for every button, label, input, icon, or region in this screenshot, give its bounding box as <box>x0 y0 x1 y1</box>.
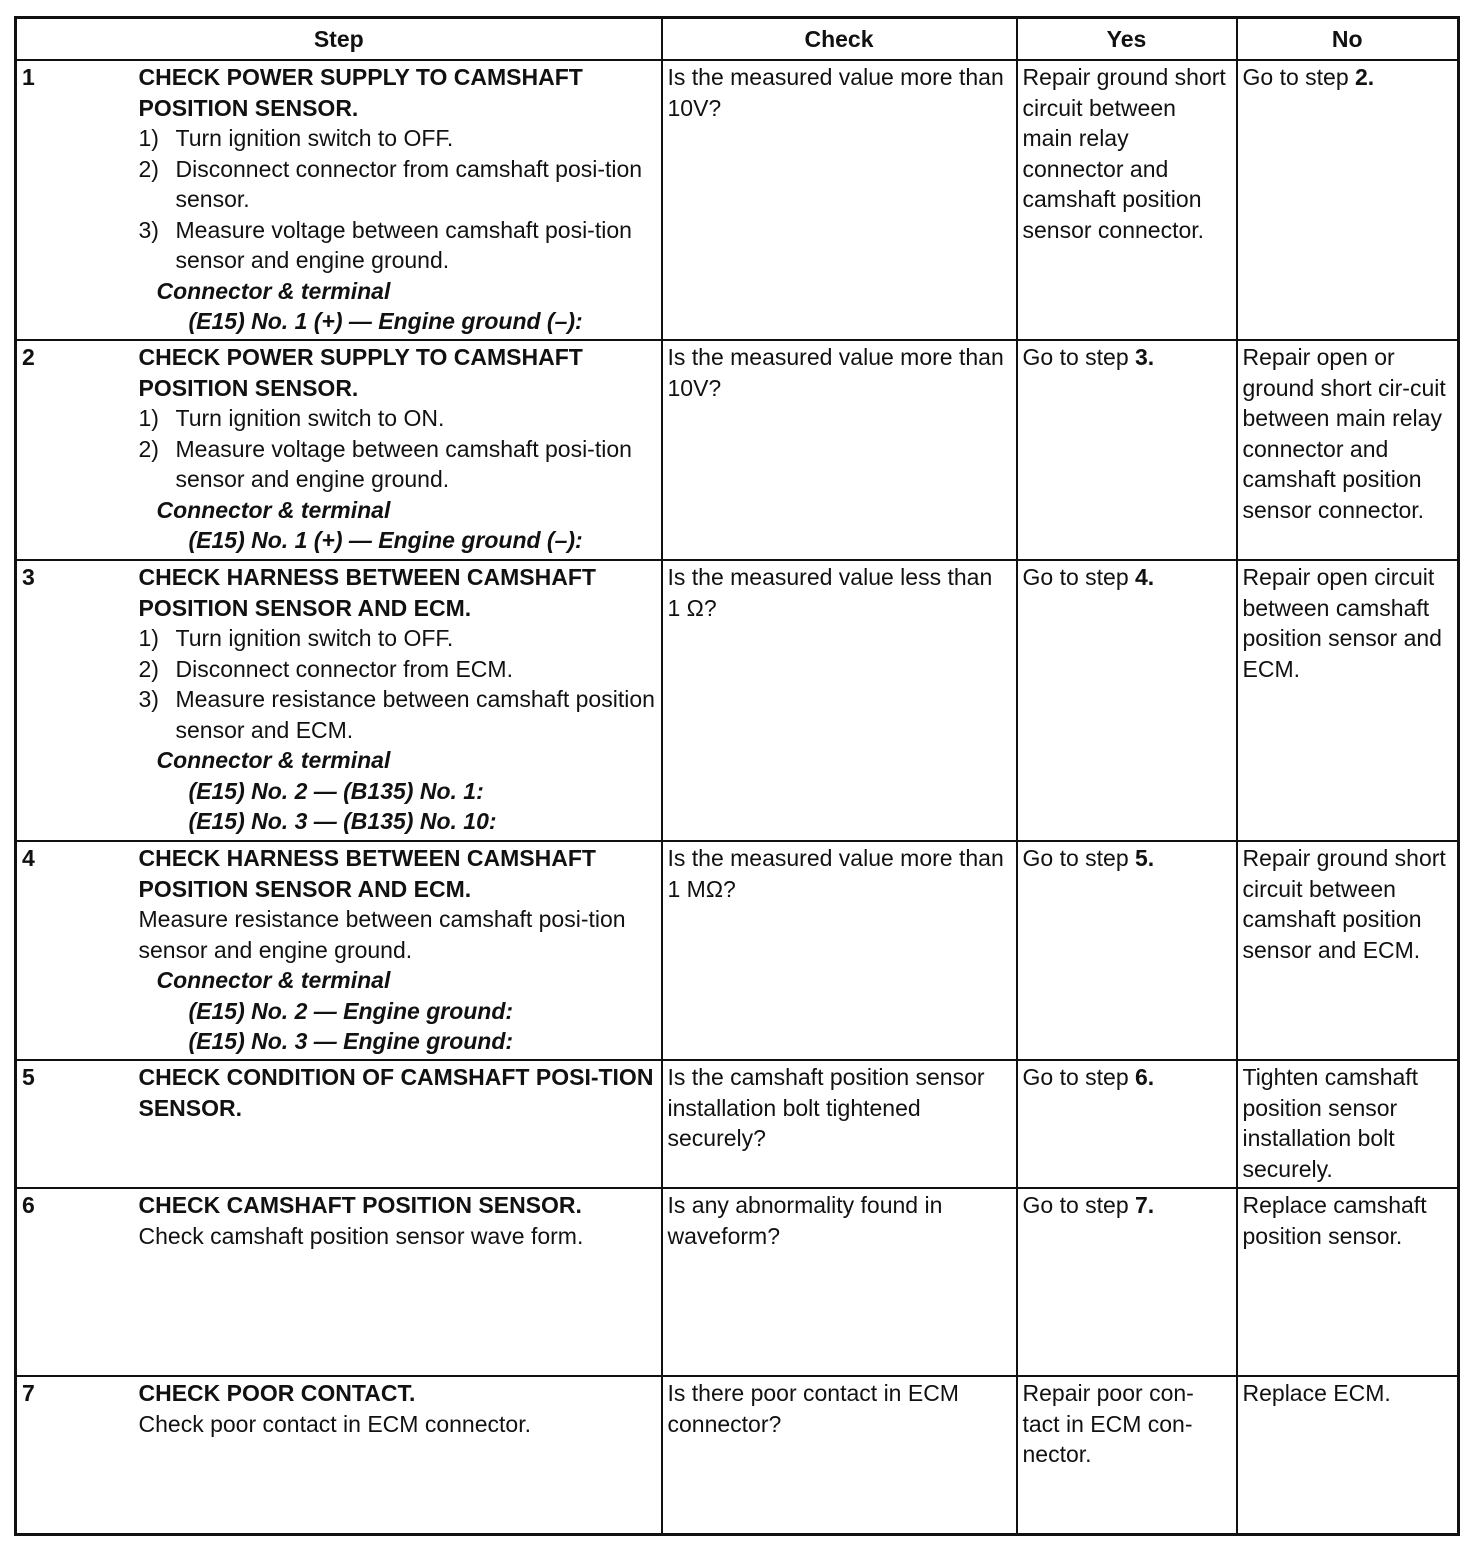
step-item: 1) Turn ignition switch to OFF. <box>138 125 454 151</box>
step-number: 6 <box>16 1188 134 1376</box>
terminal-spec: (E15) No. 3 — (B135) No. 10: <box>188 808 497 834</box>
connector-label: Connector & terminal <box>156 747 391 773</box>
step-title: CHECK HARNESS BETWEEN CAMSHAFT POSITION SENSOR AND ECM. <box>138 564 596 621</box>
check-cell: Is the measured value less than 1 Ω? <box>662 560 1017 841</box>
step-number: 3 <box>16 560 134 841</box>
yes-cell: Go to step 6. <box>1017 1060 1237 1188</box>
check-cell: Is there poor contact in ECM connector? <box>662 1376 1017 1534</box>
step-cell <box>134 1188 662 1376</box>
no-cell: Replace ECM. <box>1237 1376 1459 1534</box>
diagnostic-table <box>14 16 1460 1536</box>
table-row <box>16 841 1459 1060</box>
step-number: 2 <box>16 340 134 560</box>
step-item: 1) Turn ignition switch to OFF. <box>138 625 454 651</box>
step-ref: 2. <box>1355 64 1375 90</box>
step-cell <box>134 841 662 1060</box>
header-no: No <box>1237 18 1459 61</box>
table-row <box>16 1060 1459 1188</box>
step-cell <box>134 1376 662 1534</box>
step-item: 3) Measure resistance between camshaft position sensor and ECM. <box>138 686 655 743</box>
header-row <box>16 18 1459 61</box>
step-ref: 6. <box>1135 1064 1155 1090</box>
check-cell: Is the camshaft position sensor installation bolt tightened securely? <box>662 1060 1017 1188</box>
step-number: 1 <box>16 60 134 340</box>
step-cell <box>134 340 662 560</box>
step-ref: 4. <box>1135 564 1155 590</box>
terminal-spec: (E15) No. 1 (+) — Engine ground (–): <box>188 527 583 553</box>
step-item: 3) Measure voltage between camshaft posi-tion sensor and engine ground. <box>138 216 632 273</box>
check-cell: Is any abnormality found in waveform? <box>662 1188 1017 1376</box>
table-row <box>16 1188 1459 1376</box>
step-title: CHECK POWER SUPPLY TO CAMSHAFT POSITION SENSOR. <box>138 344 583 401</box>
yes-cell: Repair ground short circuit between main relay connector and camshaft position sensor connector. <box>1017 60 1237 340</box>
step-ref: 7. <box>1135 1192 1155 1218</box>
table-row <box>16 560 1459 841</box>
step-item: 2) Disconnect connector from camshaft posi-tion sensor. <box>138 155 643 212</box>
table-row <box>16 60 1459 340</box>
no-cell: Repair open circuit between camshaft position sensor and ECM. <box>1237 560 1459 841</box>
step-ref: 3. <box>1135 344 1155 370</box>
connector-label: Connector & terminal <box>156 277 391 304</box>
table-row <box>16 1376 1459 1534</box>
step-item: 2) Disconnect connector from ECM. <box>138 655 513 682</box>
connector-label: Connector & terminal <box>156 496 391 523</box>
header-yes: Yes <box>1017 18 1237 61</box>
step-body: Check poor contact in ECM connector. <box>138 1410 531 1437</box>
step-body: Measure resistance between camshaft posi-tion sensor and engine ground. <box>138 906 626 963</box>
check-cell: Is the measured value more than 1 MΩ? <box>662 841 1017 1060</box>
step-title: CHECK HARNESS BETWEEN CAMSHAFT POSITION SENSOR AND ECM. <box>138 845 596 902</box>
step-body: Check camshaft position sensor wave form. <box>138 1222 584 1249</box>
header-step: Step <box>16 18 662 61</box>
check-cell: Is the measured value more than 10V? <box>662 60 1017 340</box>
step-cell <box>134 560 662 841</box>
step-title: CHECK CAMSHAFT POSITION SENSOR. <box>138 1192 582 1218</box>
step-title: CHECK CONDITION OF CAMSHAFT POSI-TION SENSOR. <box>138 1064 654 1121</box>
step-cell <box>134 60 662 340</box>
yes-cell: Repair poor con-tact in ECM con-nector. <box>1017 1376 1237 1534</box>
terminal-spec: (E15) No. 2 — Engine ground: <box>188 997 514 1024</box>
step-title: CHECK POWER SUPPLY TO CAMSHAFT POSITION SENSOR. <box>138 64 583 121</box>
header-check: Check <box>662 18 1017 61</box>
no-cell: Tighten camshaft position sensor installation bolt securely. <box>1237 1060 1459 1188</box>
no-cell: Replace camshaft position sensor. <box>1237 1188 1459 1376</box>
terminal-spec: (E15) No. 2 — (B135) No. 1: <box>188 777 484 804</box>
check-cell: Is the measured value more than 10V? <box>662 340 1017 560</box>
step-number: 5 <box>16 1060 134 1188</box>
yes-cell: Go to step 7. <box>1017 1188 1237 1376</box>
yes-cell: Go to step 4. <box>1017 560 1237 841</box>
table-row <box>16 340 1459 560</box>
step-title: CHECK POOR CONTACT. <box>138 1380 416 1406</box>
step-number: 4 <box>16 841 134 1060</box>
step-cell <box>134 1060 662 1188</box>
yes-cell: Go to step 3. <box>1017 340 1237 560</box>
no-cell: Repair ground short circuit between camshaft position sensor and ECM. <box>1237 841 1459 1060</box>
step-item: 1) Turn ignition switch to ON. <box>138 405 445 431</box>
no-cell: Go to step 2. <box>1237 60 1459 340</box>
yes-cell: Go to step 5. <box>1017 841 1237 1060</box>
step-item: 2) Measure voltage between camshaft posi-tion sensor and engine ground. <box>138 435 632 492</box>
terminal-spec: (E15) No. 1 (+) — Engine ground (–): <box>188 308 583 334</box>
connector-label: Connector & terminal <box>156 967 391 993</box>
step-number: 7 <box>16 1376 134 1534</box>
terminal-spec: (E15) No. 3 — Engine ground: <box>188 1028 514 1054</box>
step-ref: 5. <box>1135 845 1155 871</box>
no-cell: Repair open or ground short cir-cuit between main relay connector and camshaft position sensor connector. <box>1237 340 1459 560</box>
